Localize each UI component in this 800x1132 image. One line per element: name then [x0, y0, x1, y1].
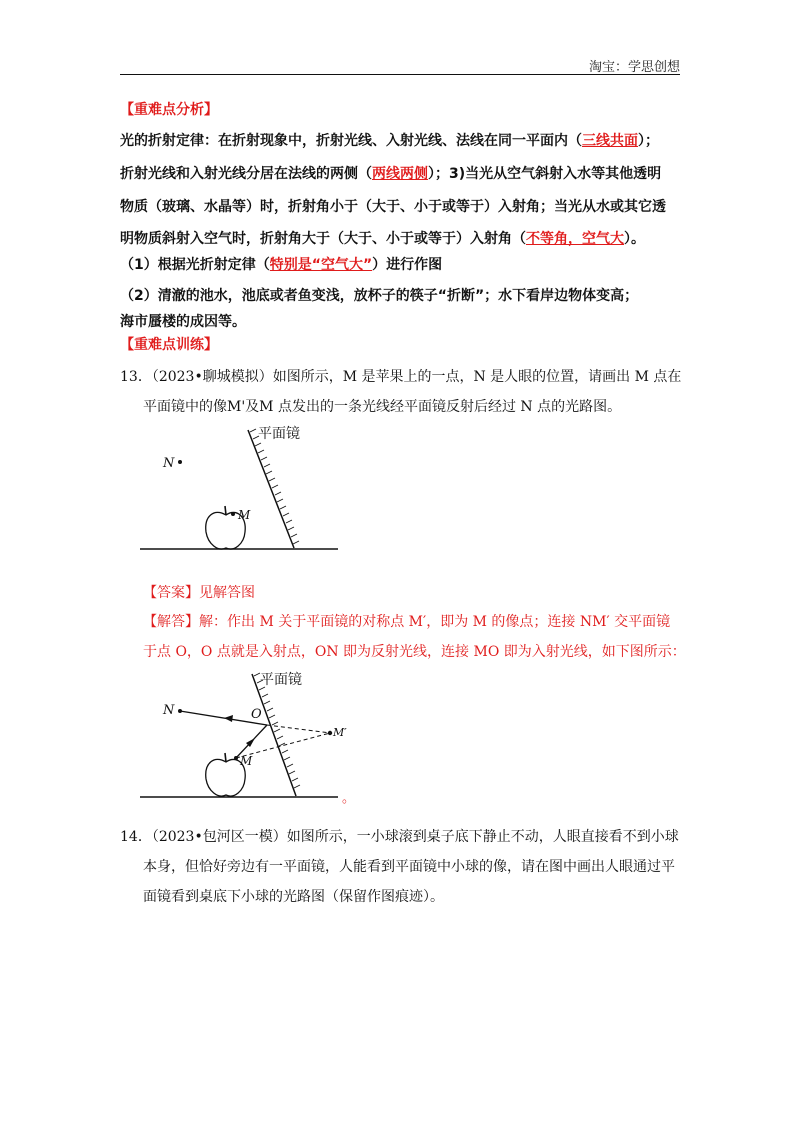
- question-14-line-1: 14．（2023•包河区一模）如图所示，一小球滚到桌子底下静止不动，人眼直接看不到小球: [120, 829, 679, 845]
- highlight-three-lines: 三线共面: [582, 133, 638, 149]
- analysis-line-4: [120, 228, 645, 248]
- analysis-point-2: （2）清澈的池水，池底或者鱼变浅，放杯子的筷子“折断”；水下看岸边物体变高；: [120, 288, 639, 304]
- analysis-text: ）；: [638, 133, 659, 149]
- header-brand: 淘宝：学思创想: [588, 60, 680, 75]
- mirror-label: 平面镜: [258, 426, 300, 442]
- solution-13-line-1: [143, 611, 670, 631]
- analysis-text: ）；3)当光从空气斜射入水等其他透明: [428, 166, 662, 182]
- point-mprime-dot: [328, 731, 332, 735]
- question-14-line-2: 本身，但恰好旁边有一平面镜，人能看到平面镜中小球的像，请在图中画出人眼通过平: [143, 859, 675, 875]
- analysis-text: 折射光线和入射光线分居在法线的两侧（: [120, 166, 372, 182]
- point-m-dot: [234, 756, 238, 760]
- solution-13-line-2: 于点 O，O 点就是入射点，ON 即为反射光线，连接 MO 即为入射光线，如下图所示：: [143, 644, 686, 660]
- analysis-line-3: 物质（玻璃、水晶等）时，折射角小于（大于、小于或等于）入射角；当光从水或其它透: [120, 199, 666, 215]
- analysis-text: ）。: [624, 231, 645, 247]
- answer-13: [143, 582, 255, 602]
- solution-13-figure: [130, 666, 360, 806]
- analysis-line-2: [120, 163, 661, 183]
- point-n-label: N: [163, 703, 175, 718]
- highlight-two-sides: 两线两侧: [372, 166, 428, 182]
- analysis-text: ）进行作图: [372, 257, 443, 273]
- point-o-label: O: [251, 707, 262, 722]
- apple-stem: [225, 506, 226, 515]
- reflected-ray-arrow: [224, 715, 233, 722]
- question-13-figure: [130, 422, 360, 552]
- point-n-dot: [178, 709, 182, 713]
- question-14-line-3: 面镜看到桌底下小球的光路图（保留作图痕迹）。: [143, 889, 444, 905]
- analysis-heading: 【重难点分析】: [120, 102, 218, 118]
- training-heading: 【重难点训练】: [120, 337, 218, 353]
- point-n-dot: [178, 460, 182, 464]
- analysis-text: 光的折射定律：在折射现象中，折射光线、入射光线、法线在同一平面内（: [120, 133, 582, 149]
- point-n-label: N: [163, 456, 175, 471]
- analysis-text: （1）根据光折射定律（: [120, 257, 270, 273]
- mirror-label: 平面镜: [260, 672, 302, 688]
- analysis-point-3: 海市蜃楼的成因等。: [120, 314, 246, 330]
- analysis-line-1: [120, 130, 659, 150]
- figure-end-mark: 。: [342, 791, 356, 806]
- highlight-unequal-angles: 不等角，空气大: [526, 231, 624, 247]
- point-mprime-label: M′: [333, 726, 347, 739]
- point-m-label: M: [240, 754, 253, 768]
- solution-text: 解：作出 M 关于平面镜的对称点 M′，即为 M 的像点；连接 NM′ 交平面镜: [199, 614, 671, 630]
- solution-label: 【解答】: [143, 614, 199, 630]
- highlight-air-larger: 特别是“空气大”: [269, 257, 373, 273]
- analysis-text: 明物质斜射入空气时，折射角大于（大于、小于或等于）入射角（: [120, 231, 526, 247]
- mirror-hatching: [254, 673, 300, 788]
- apple-stem: [225, 753, 226, 762]
- question-13-line-1: 13．（2023•聊城模拟）如图所示，M 是苹果上的一点，N 是人眼的位置，请画出 M 点在: [120, 369, 682, 385]
- point-m-label: M: [238, 508, 251, 522]
- point-m-dot: [231, 512, 235, 516]
- header-rule: [120, 74, 680, 75]
- question-13-line-2: 平面镜中的像M'及M 点发出的一条光线经平面镜反射后经过 N 点的光路图。: [143, 399, 622, 415]
- mirror-line: [252, 674, 296, 796]
- mirror-hatching: [250, 429, 299, 544]
- answer-label: 【答案】: [143, 585, 199, 601]
- analysis-point-1: [120, 254, 442, 274]
- mirror-line: [248, 430, 294, 548]
- virtual-line-om: [267, 725, 330, 733]
- answer-text: 见解答图: [199, 585, 255, 601]
